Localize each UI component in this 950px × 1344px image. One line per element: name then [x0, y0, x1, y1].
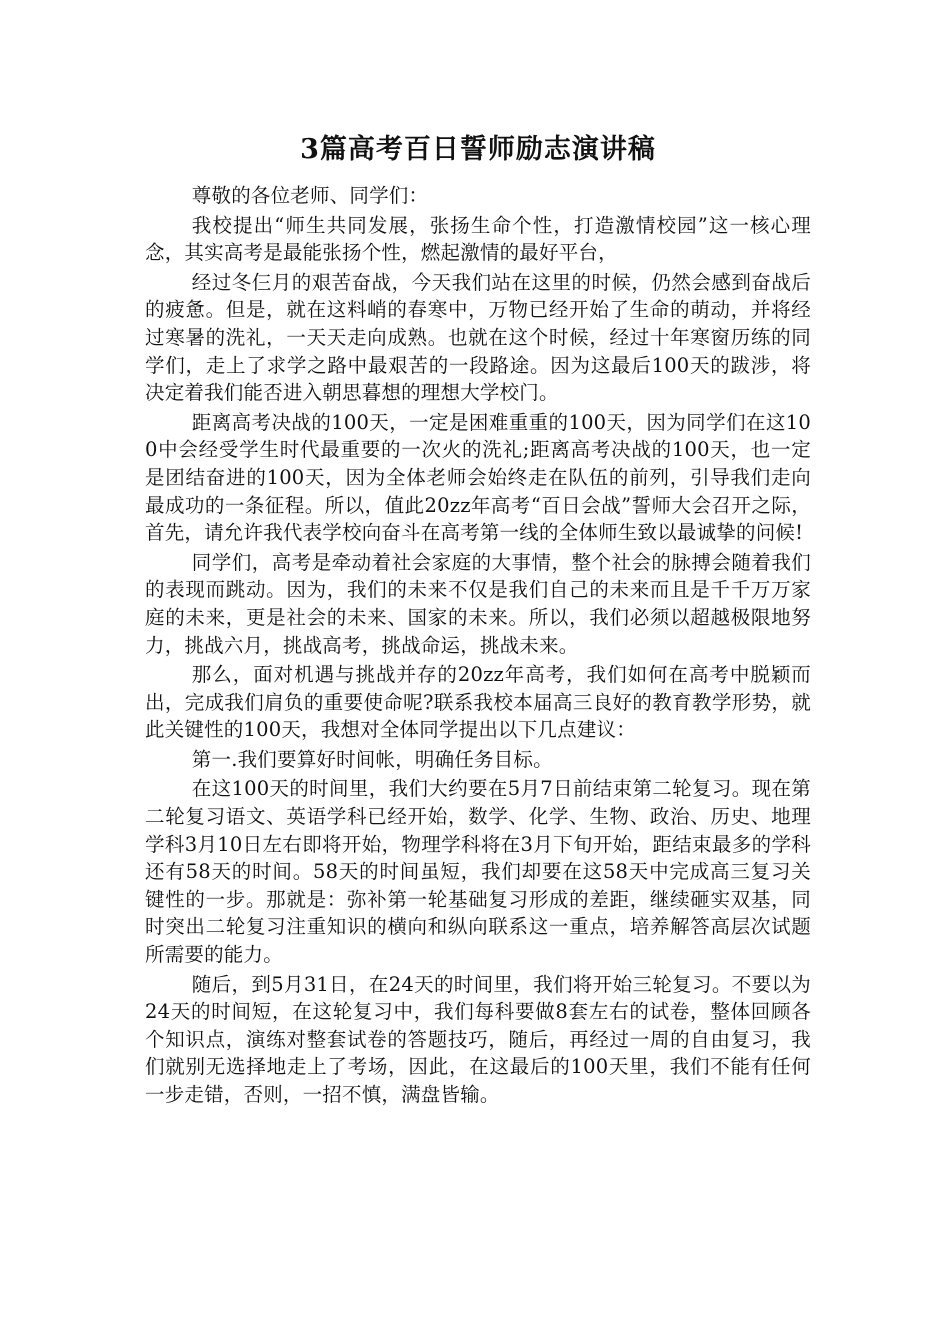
document-body — [145, 130, 811, 1111]
paragraph-winter-struggle: 经过冬仨月的艰苦奋战，今天我们站在这里的时候，仍然会感到奋战后的疲惫。但是，就在这料峭的春寒中，万物已经开始了生命的萌动，并将经过寒暑的洗礼，一天天走向成熟。也就在这个时候，经过十年寒窗历练的同学们，走上了求学之路中最艰苦的一段路途。因为这最后100天的跋涉，将决定着我们能否进入朝思暮想的理想大学校门。 — [145, 270, 811, 405]
paragraph-society-family: 同学们，高考是牵动着社会家庭的大事情，整个社会的脉搏会随着我们的表现而跳动。因为，我们的未来不仅是我们自己的未来而且是千千万万家庭的未来，更是社会的未来、国家的未来。所以，我们必须以超越极限地努力，挑战六月，挑战高考，挑战命运，挑战未来。 — [145, 550, 811, 657]
paragraph-point-one: 第一.我们要算好时间帐，明确任务目标。 — [191, 747, 553, 771]
paragraph-second-round-review: 在这100天的时间里，我们大约要在5月7日前结束第二轮复习。现在第二轮复习语文、英语学科已经开始，数学、化学、生物、政治、历史、地理学科3月10日左右即将开始，物理学科将在3月下旬开始，距结束最多的学科还有58天的时间。58天的时间虽短，我们却要在这58天中完成高三复习关键性的一步。那就是：弥补第一轮基础复习形成的差距，继续砸实双基，同时突出二轮复习注重知识的横向和纵向联系这一重点，培养解答高层次试题所需要的能力。 — [145, 777, 811, 967]
paragraph-core-idea: 我校提出“师生共同发展，张扬生命个性，打造激情校园”这一核心理念，其实高考是最能张扬个性，燃起激情的最好平台， — [145, 213, 811, 265]
paragraph-third-round-review: 随后，到5月31日，在24天的时间里，我们将开始三轮复习。不要以为24天的时间短，在这轮复习中，我们每科要做8套左右的试卷，整体回顾各个知识点，演练对整套试卷的答题技巧，随后，再经过一周的自由复习，我们就别无选择地走上了考场，因此，在这最后的100天里，我们不能有任何一步走错，否则，一招不慎，满盘皆输。 — [145, 972, 811, 1106]
document-title: 3篇高考百日誓师励志演讲稿 — [300, 134, 656, 165]
paragraph-greeting: 尊敬的各位老师、同学们： — [191, 184, 429, 207]
paragraph-hundred-days: 距离高考决战的100天，一定是困难重重的100天，因为同学们在这100中会经受学生时代最重要的一次火的洗礼;距离高考决战的100天，也一定是团结奋进的100天，因为全体老师会始终走在队伍的前列，引导我们走向最成功的一条征程。所以，值此20zz年高考“百日会战”誓师大会召开之际，首先，请允许我代表学校向奋斗在高考第一线的全体师生致以最诚挚的问候! — [145, 410, 811, 545]
paragraph-suggestions-intro: 那么，面对机遇与挑战并存的20zz年高考，我们如何在高考中脱颖而出，完成我们肩负的重要使命呢?联系我校本届高三良好的教育教学形势，就此关键性的100天，我想对全体同学提出以下几点建议： — [145, 663, 811, 742]
